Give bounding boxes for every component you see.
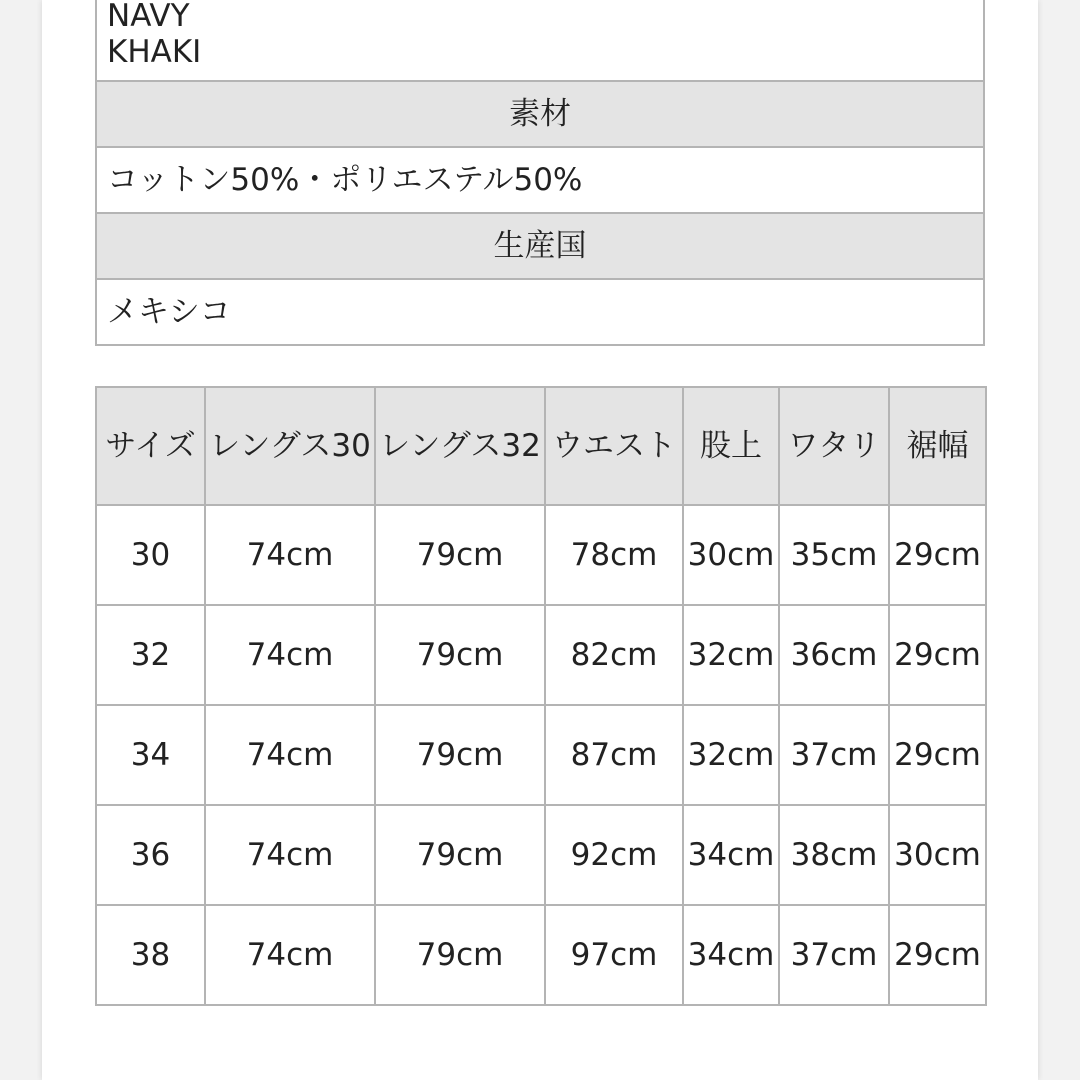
size-chart-header-row [96, 387, 986, 505]
size-chart-table [95, 386, 987, 1006]
color-row [96, 0, 984, 81]
size-row [96, 705, 986, 805]
waist-cell: 78cm [545, 505, 683, 605]
thigh-cell: 38cm [779, 805, 889, 905]
length-30-cell: 74cm [205, 805, 375, 905]
size-cell: 36 [96, 805, 205, 905]
length-30-cell: 74cm [205, 905, 375, 1005]
rise-cell: 34cm [683, 905, 779, 1005]
header-thigh: ワタリ [779, 387, 889, 505]
color-values-cell [96, 0, 984, 81]
rise-cell: 32cm [683, 705, 779, 805]
material-value-row [96, 147, 984, 213]
material-value: コットン50%・ポリエステル50% [96, 147, 984, 213]
header-length-32: レングス32 [375, 387, 545, 505]
product-info-table [95, 0, 985, 346]
length-32-cell: 79cm [375, 805, 545, 905]
hem-width-cell: 29cm [889, 905, 986, 1005]
size-cell: 38 [96, 905, 205, 1005]
origin-value: メキシコ [96, 279, 984, 345]
hem-width-cell: 29cm [889, 605, 986, 705]
header-rise: 股上 [683, 387, 779, 505]
color-value: KHAKI [107, 34, 202, 70]
length-30-cell: 74cm [205, 605, 375, 705]
thigh-cell: 35cm [779, 505, 889, 605]
size-row [96, 605, 986, 705]
thigh-cell: 37cm [779, 705, 889, 805]
origin-heading: 生産国 [96, 213, 984, 279]
rise-cell: 30cm [683, 505, 779, 605]
size-cell: 32 [96, 605, 205, 705]
rise-cell: 32cm [683, 605, 779, 705]
length-30-cell: 74cm [205, 505, 375, 605]
size-cell: 30 [96, 505, 205, 605]
length-32-cell: 79cm [375, 705, 545, 805]
waist-cell: 92cm [545, 805, 683, 905]
thigh-cell: 36cm [779, 605, 889, 705]
length-32-cell: 79cm [375, 605, 545, 705]
waist-cell: 97cm [545, 905, 683, 1005]
length-32-cell: 79cm [375, 505, 545, 605]
hem-width-cell: 29cm [889, 505, 986, 605]
header-size: サイズ [96, 387, 205, 505]
header-hem-width: 裾幅 [889, 387, 986, 505]
size-cell: 34 [96, 705, 205, 805]
thigh-cell: 37cm [779, 905, 889, 1005]
origin-value-row [96, 279, 984, 345]
header-length-30: レングス30 [205, 387, 375, 505]
waist-cell: 87cm [545, 705, 683, 805]
material-heading: 素材 [96, 81, 984, 147]
size-row [96, 805, 986, 905]
hem-width-cell: 30cm [889, 805, 986, 905]
material-heading-row [96, 81, 984, 147]
header-waist: ウエスト [545, 387, 683, 505]
rise-cell: 34cm [683, 805, 779, 905]
length-30-cell: 74cm [205, 705, 375, 805]
waist-cell: 82cm [545, 605, 683, 705]
length-32-cell: 79cm [375, 905, 545, 1005]
color-value: NAVY [107, 0, 190, 34]
hem-width-cell: 29cm [889, 705, 986, 805]
origin-heading-row [96, 213, 984, 279]
size-row [96, 505, 986, 605]
size-row [96, 905, 986, 1005]
